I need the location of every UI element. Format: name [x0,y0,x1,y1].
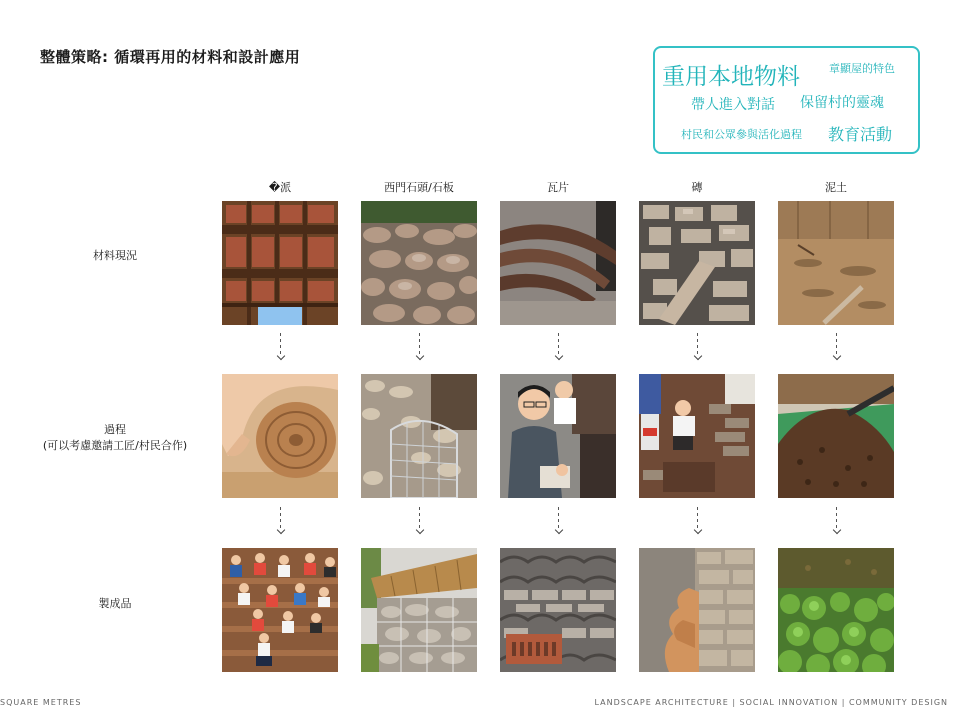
down-arrow-icon [276,333,286,363]
photo-timber-rafters [222,201,338,325]
photo-brick-workshop [639,374,755,498]
photo-children-on-steps [222,548,338,672]
tag-reuse-local-materials: 重用本地物料 [662,64,800,90]
photo-tile-wall [500,548,616,672]
row-label-process [40,422,190,454]
photo-stone-pile [361,201,477,325]
photo-workers-tiles [500,374,616,498]
tag-house-character: 章顯屋的特色 [829,62,895,75]
column-header-stone: 西門石頭/石板 [384,181,454,194]
keyword-tag-box [653,46,920,154]
down-arrow-icon [415,333,425,363]
down-arrow-icon [415,507,425,537]
down-arrow-icon [554,507,564,537]
photo-gabion-construction [361,374,477,498]
photo-brick-wall [639,548,755,672]
down-arrow-icon [693,507,703,537]
down-arrow-icon [554,333,564,363]
footer-brand: SQUARE METRES [0,698,82,707]
row-label-materials: 材料現況 [93,249,137,262]
tag-education: 教育活動 [828,125,893,144]
column-header-tiles: 瓦片 [547,181,569,194]
column-header-brick: 磚 [691,181,703,194]
column-header-timber: �派 [268,181,292,194]
tag-participation: 村民和公眾參與活化過程 [681,128,802,141]
page-title: 整體策略: 循環再用的材料和設計應用 [40,48,301,66]
photo-green-plants [778,548,894,672]
tag-bring-dialogue: 帶人進入對話 [691,97,775,113]
down-arrow-icon [832,507,842,537]
column-header-soil: 泥土 [825,181,847,194]
footer-tagline: LANDSCAPE ARCHITECTURE | SOCIAL INNOVATION | COMMUNITY DESIGN [594,698,948,707]
down-arrow-icon [693,333,703,363]
down-arrow-icon [832,333,842,363]
row-label-process-title: 過程 [104,423,126,436]
row-label-process-note: (可以考慮邀請工匠/村民合作) [42,439,188,452]
photo-gabion-bench [361,548,477,672]
row-label-product: 製成品 [98,597,132,610]
photo-brick-pile [639,201,755,325]
photo-roof-tiles [500,201,616,325]
photo-hand-log [222,374,338,498]
tag-village-soul: 保留村的靈魂 [800,95,884,111]
photo-soil-shovel [778,374,894,498]
down-arrow-icon [276,507,286,537]
photo-soil-ground [778,201,894,325]
